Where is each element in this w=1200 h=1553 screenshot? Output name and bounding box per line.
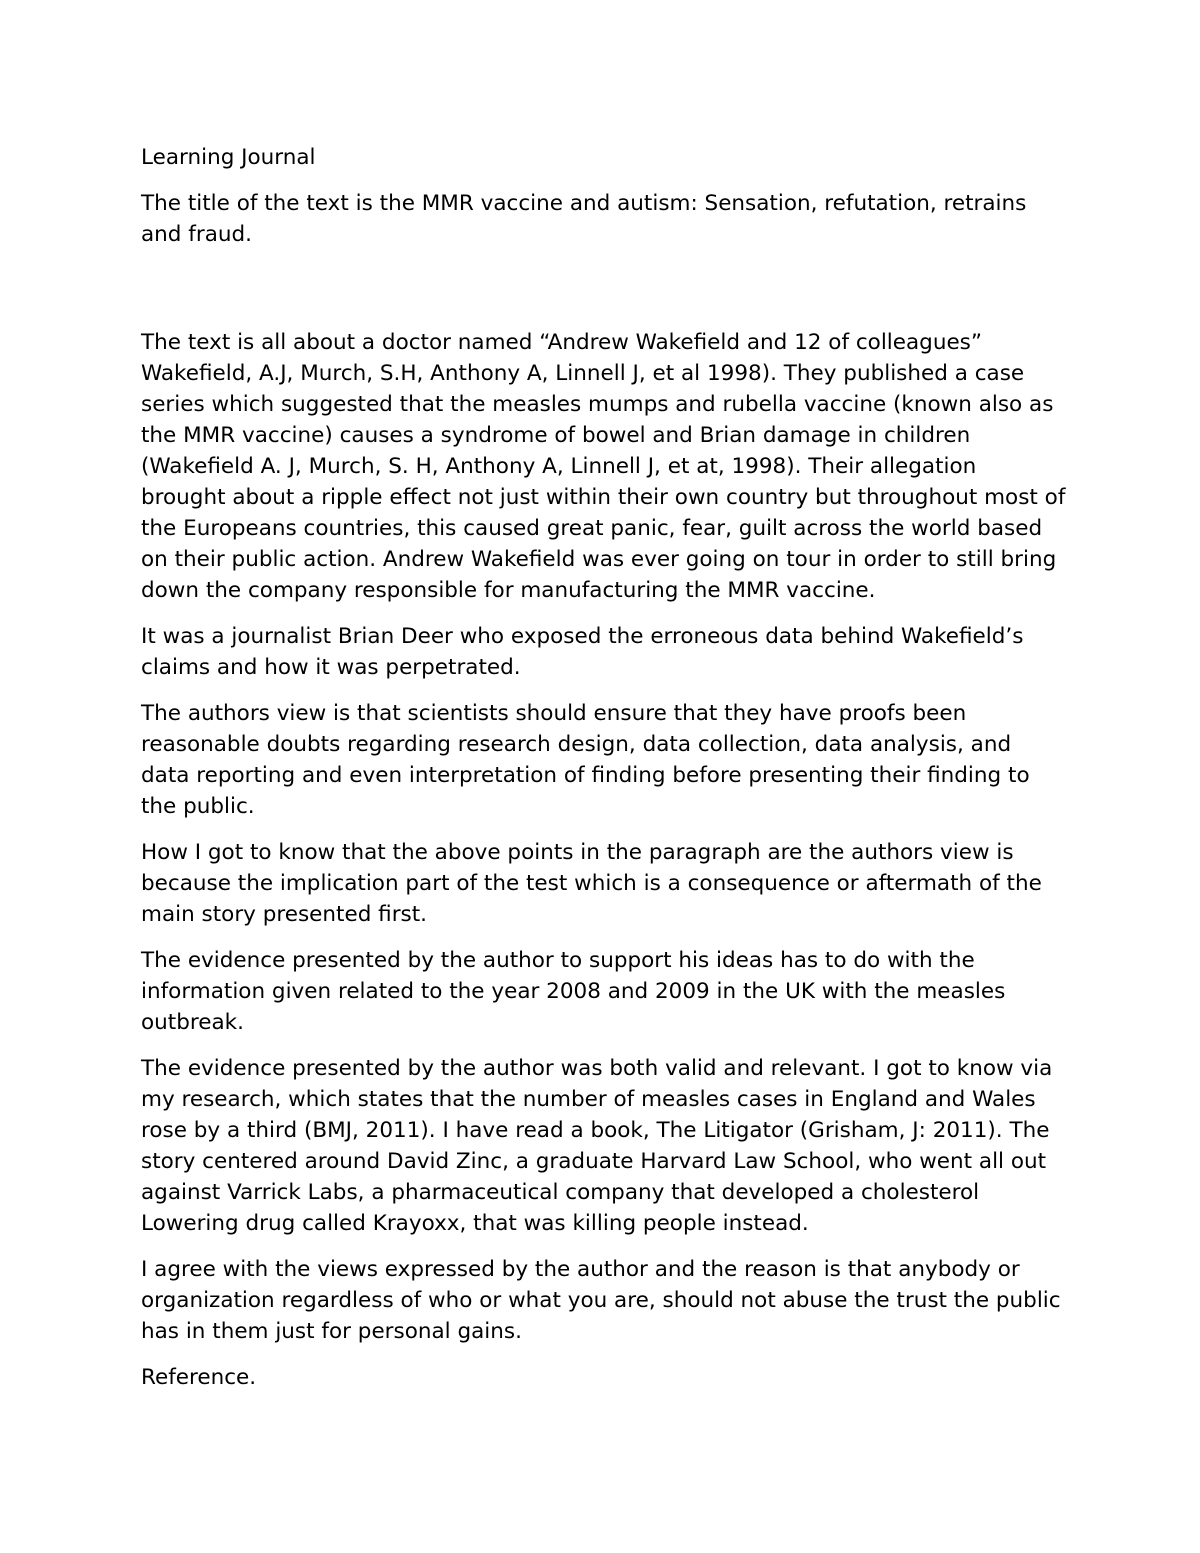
paragraph-evidence: The evidence presented by the author to support his ideas has to do with the information given related to the year 2008 and 2009 in the UK with the measles outbreak.: [141, 948, 1006, 1035]
document-body: [141, 142, 1066, 1408]
document-heading: Learning Journal: [141, 145, 316, 170]
paragraph-authors-view: The authors view is that scientists should ensure that they have proofs been reasonable doubts regarding research design, data collection, data analysis, and data reporting and even interpretation of finding before presenting their finding to the public.: [141, 701, 1030, 819]
paragraph-reference: Reference.: [141, 1365, 257, 1390]
paragraph-title: The title of the text is the MMR vaccine and autism: Sensation, refutation, retrains and fraud.: [141, 191, 1027, 247]
paragraph-summary: The text is all about a doctor named “Andrew Wakefield and 12 of colleagues” Wakefield, A.J, Murch, S.H, Anthony A, Linnell J, et al 1998). They published a case series which suggested that the measles mumps and rubella vaccine (known also as the MMR vaccine) causes a syndrome of bowel and Brian damage in children (Wakefield A. J, Murch, S. H, Anthony A, Linnell J, et at, 1998). Their allegation brought about a ripple effect not just within their own country but throughout most of the Europeans countries, this caused great panic, fear, guilt across the world based on their public action. Andrew Wakefield was ever going on tour in order to still bring down the company responsible for manufacturing the MMR vaccine.: [141, 330, 1066, 603]
paragraph-agreement: I agree with the views expressed by the author and the reason is that anybody or organization regardless of who or what you are, should not abuse the trust the public has in them just for personal gains.: [141, 1257, 1061, 1344]
paragraph-journalist: It was a journalist Brian Deer who exposed the erroneous data behind Wakefield’s claims and how it was perpetrated.: [141, 624, 1024, 680]
paragraph-evaluation: The evidence presented by the author was both valid and relevant. I got to know via my research, which states that the number of measles cases in England and Wales rose by a third (BMJ, 2011). I have read a book, The Litigator (Grisham, J: 2011). The story centered around David Zinc, a graduate Harvard Law School, who went all out against Varrick Labs, a pharmaceutical company that developed a cholesterol Lowering drug called Krayoxx, that was killing people instead.: [141, 1056, 1053, 1236]
paragraph-how-known: How I got to know that the above points in the paragraph are the authors view is because the implication part of the test which is a consequence or aftermath of the main story presented first.: [141, 840, 1042, 927]
